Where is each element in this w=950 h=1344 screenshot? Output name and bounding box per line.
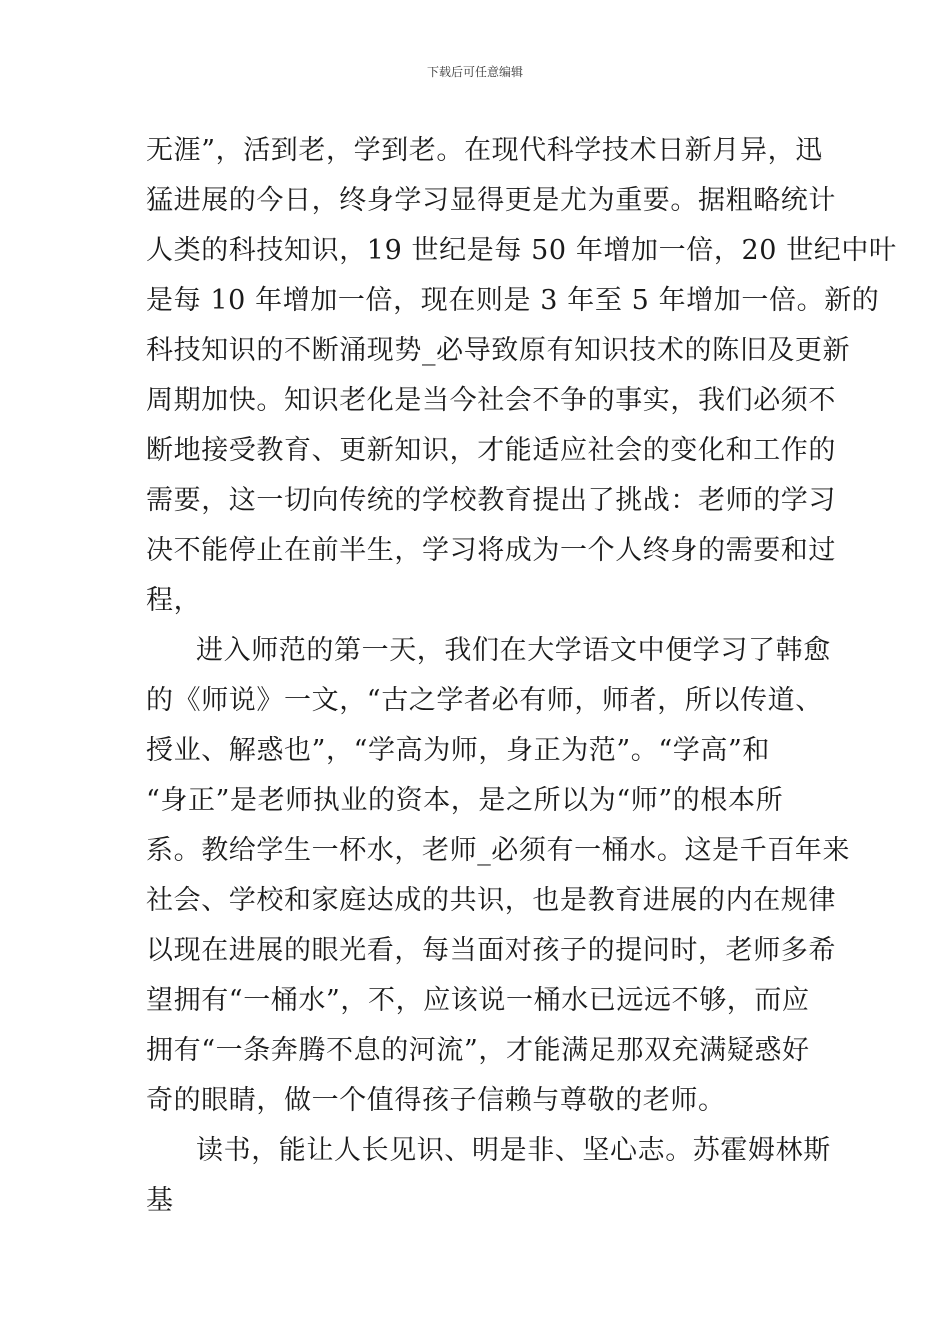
text-line: 科技知识的不断涌现势_必导致原有知识技术的陈旧及更新 (146, 335, 851, 366)
paragraph-2 (146, 626, 851, 1126)
text-line: 需要，这一切向传统的学校教育提出了挑战：老师的学习 (146, 485, 836, 516)
paragraph-1 (146, 126, 897, 626)
text-line: 决不能停止在前半生，学习将成为一个人终身的需要和过 (146, 535, 836, 566)
text-line: 望拥有“一桶水”，不，应该说一桶水已远远不够，而应 (146, 985, 810, 1016)
text-line: 人类的科技知识，19 世纪是每 50 年增加一倍，20 世纪中叶 (146, 235, 897, 266)
text-line: 进入师范的第一天，我们在大学语文中便学习了韩愈 (196, 635, 831, 666)
text-line: 程， (146, 585, 202, 616)
text-line: 周期加快。知识老化是当今社会不争的事实，我们必须不 (146, 385, 836, 416)
text-line: 读书，能让人长见识、明是非、坚心志。苏霍姆林斯 (196, 1135, 831, 1166)
text-line: 以现在进展的眼光看，每当面对孩子的提问时，老师多希 (146, 935, 836, 966)
paragraph-3 (146, 1126, 831, 1226)
text-line: 无涯”，活到老，学到老。在现代科学技术日新月异，迅 (146, 135, 823, 166)
text-line: “身正”是老师执业的资本，是之所以为“师”的根本所 (146, 785, 784, 816)
text-line: 断地接受教育、更新知识，才能适应社会的变化和工作的 (146, 435, 836, 466)
text-line: 的《师说》一文，“古之学者必有师，师者，所以传道、 (146, 685, 823, 716)
text-line: 基 (146, 1185, 174, 1216)
text-line: 拥有“一条奔腾不息的河流”，才能满足那双充满疑惑好 (146, 1035, 810, 1066)
text-line: 授业、解惑也”，“学高为师，身正为范”。“学高”和 (146, 735, 771, 766)
text-line: 社会、学校和家庭达成的共识，也是教育进展的内在规律 (146, 885, 836, 916)
text-line: 是每 10 年增加一倍，现在则是 3 年至 5 年增加一倍。新的 (146, 285, 880, 316)
text-line: 猛进展的今日，终身学习显得更是尤为重要。据粗略统计 (146, 185, 836, 216)
text-line: 系。教给学生一杯水，老师_必须有一桶水。这是千百年来 (146, 835, 851, 866)
page-header: 下载后可任意编辑 (426, 65, 523, 79)
body-text (146, 126, 897, 1226)
text-line: 奇的眼睛，做一个值得孩子信赖与尊敬的老师。 (146, 1085, 726, 1116)
